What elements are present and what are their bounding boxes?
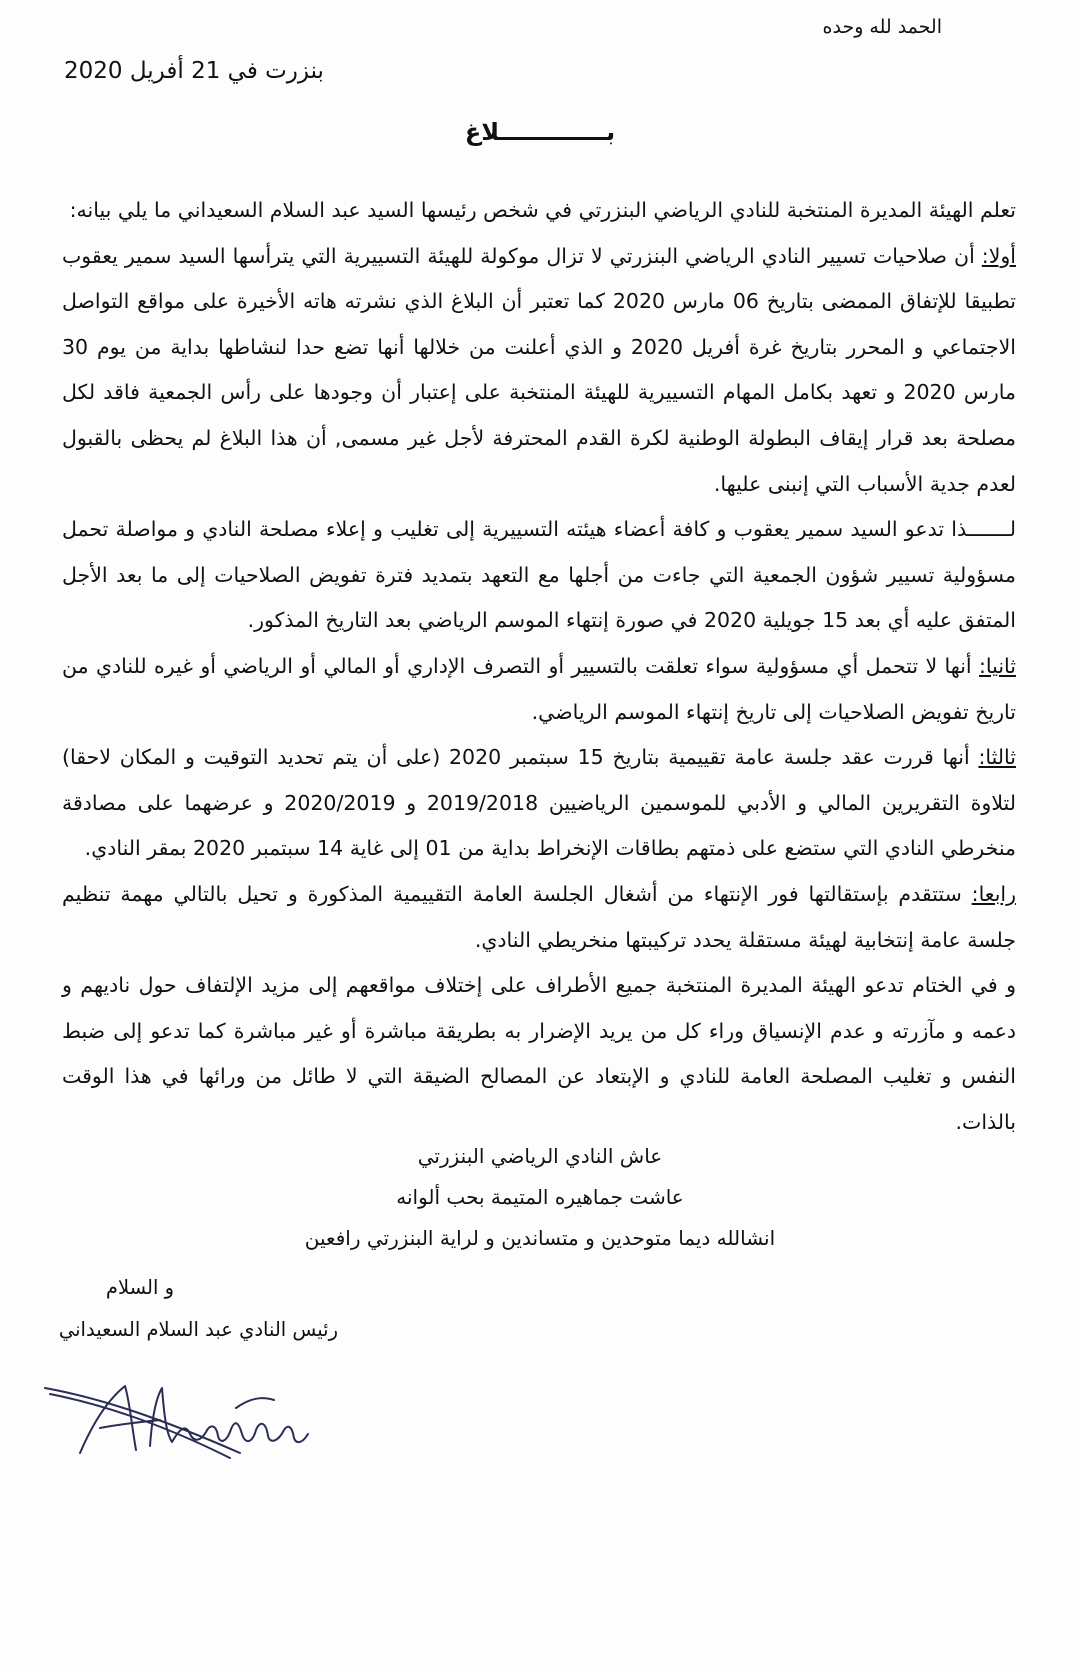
third-text: أنها قررت عقد جلسة عامة تقييمية بتاريخ 15 سبتمبر 2020 (على أن يتم تحديد التوقيت و المكان لاحقا) لتلاوة التقريرين المالي و الأدبي للموسمين الرياضيين 2019/2018 و 2020/2019 و عرضهما على مصادقة منخرطي النادي التي ستضع على ذمتهم بطاقات الإنخراط بداية من 01 إلى غاية 14 سبتمبر 2020 بمقر النادي. (62, 745, 1016, 861)
second-text: أنها لا تتحمل أي مسؤولية سواء تعلقت بالتسيير أو التصرف الإداري أو المالي أو الرياضي أو غيره للنادي من تاريخ تفويض الصلاحيات إلى تاريخ إنتهاء الموسم الرياضي. (62, 653, 1016, 724)
conclusion-paragraph: و في الختام تدعو الهيئة المديرة المنتخبة جميع الأطراف على إختلاف مواقعهم إلى مزيد الإلتفاف حول ناديهم و دعمه و مآزرته و عدم الإنسياق وراء كل من يريد الإضرار به بطريقة مباشرة أو غير مباشرة كما تدعو إلى ضبط النفس و تغليب المصلحة العامة للنادي و الإبتعاد عن المصالح الضيقة التي لا طائل من ورائها في هذا الوقت بالذات. (62, 973, 1016, 1134)
president-name: رئيس النادي عبد السلام السعيداني (58, 1318, 338, 1341)
second-label: ثانيا: (979, 653, 1016, 678)
salutation: و السلام (105, 1276, 174, 1299)
fourth-label: رابعا: (971, 881, 1016, 906)
third-paragraph (62, 735, 1016, 872)
call-paragraph: لـــــــذا تدعو السيد سمير يعقوب و كافة أعضاء هيئته التسييرية إلى تغليب و إعلاء مصلحة النادي و مواصلة تحمل مسؤولية تسيير شؤون الجمعية التي جاءت من أجلها مع التعهد بتمديد فترة تفويض الصلاحيات إلى ما بعد الأجل المتفق عليه أي بعد 15 جويلية 2020 في صورة إنتهاء الموسم الرياضي بعد التاريخ المذكور. (62, 517, 1016, 633)
fourth-text: ستتقدم بإستقالتها فور الإنتهاء من أشغال الجلسة العامة التقييمية المذكورة و تحيل بالتالي مهمة تنظيم جلسة عامة إنتخابية لهيئة مستقلة يحدد تركيبتها منخريطي النادي. (62, 881, 1016, 952)
first-text: أن صلاحيات تسيير النادي الرياضي البنزرتي لا تزال موكولة للهيئة التسييرية التي يترأسها السيد سمير يعقوب تطبيقا للإتفاق الممضى بتاريخ 06 مارس 2020 كما تعتبر أن البلاغ الذي نشرته هاته الأخيرة على مواقع التواصل الاجتماعي و المحرر بتاريخ غرة أفريل 2020 و الذي أعلنت من خلالها أنها تضع حدا لنشاطها بداية من يوم 30 مارس 2020 و تعهد بكامل المهام التسييرية للهيئة المنتخبة على إعتبار أن وجودها على رأس الجمعية فاقد لكل مصلحة بعد قرار إيقاف البطولة الوطنية لكرة القدم المحترفة لأجل غير مسمى, أن هذا البلاغ لم يحظى بالقبول لعدم جدية الأسباب التي إنبنى عليها. (62, 243, 1017, 496)
document-date: بنزرت في 21 أفريل 2020 (64, 58, 324, 84)
first-label: أولا: (981, 243, 1016, 268)
intro-paragraph: تعلم الهيئة المديرة المنتخبة للنادي الرياضي البنزرتي في شخص رئيسها السيد عبد السلام السعيداني ما يلي بيانه: (69, 198, 1016, 222)
handwritten-signature (40, 1358, 340, 1468)
closing-line-2: عاشت جماهيره المتيمة بحب ألوانه (396, 1185, 684, 1209)
third-label: ثالثا: (978, 745, 1016, 770)
fourth-paragraph (62, 872, 1016, 963)
closing-line-3: انشالله ديما متوحدين و متساندين و لراية البنزرتي رافعين (304, 1226, 776, 1250)
closing-slogans (0, 1136, 1080, 1259)
document-title: بـــــــــــــلاغ (464, 118, 616, 146)
document-body (62, 188, 1016, 1145)
closing-line-1: عاش النادي الرياضي البنزرتي (417, 1144, 663, 1168)
first-paragraph (62, 234, 1016, 508)
praise-line: الحمد لله وحده (822, 16, 942, 38)
second-paragraph (62, 644, 1016, 735)
